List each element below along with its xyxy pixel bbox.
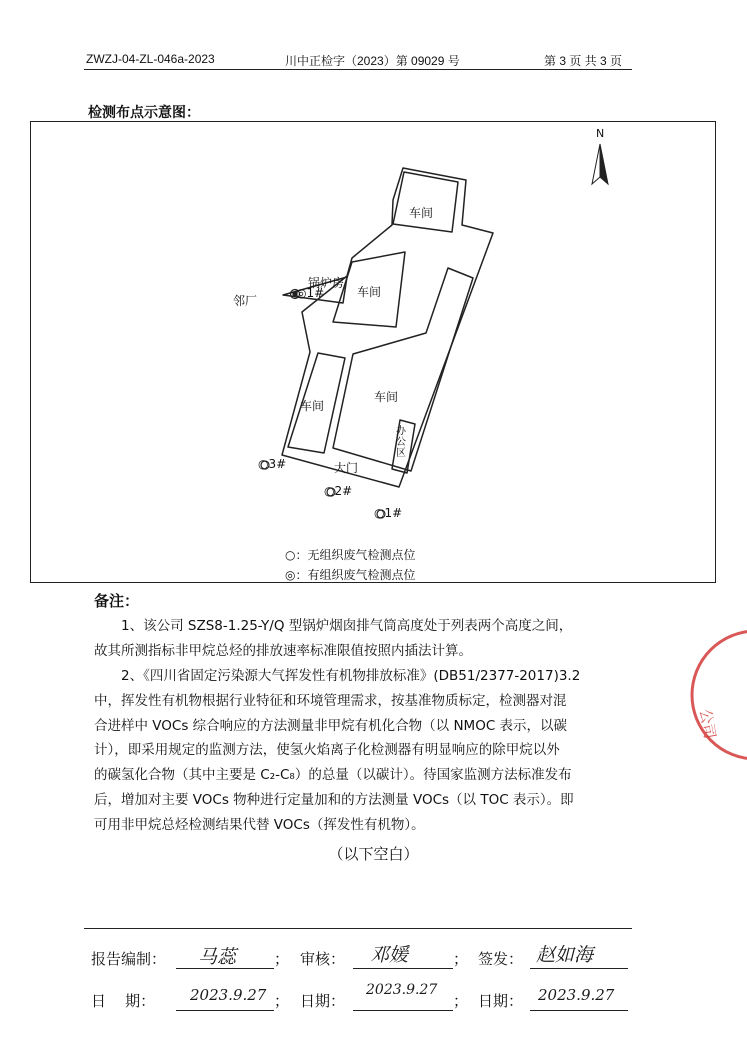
- organized-point-label: ◎1#: [296, 286, 325, 300]
- issue-label: 签发：: [478, 950, 524, 968]
- reviewer-signature-line: [353, 968, 453, 969]
- blank-below-note: （以下空白）: [328, 845, 419, 863]
- date-line-reviewer: [353, 1010, 453, 1011]
- legend-organized: ◎：有组织废气检测点位: [285, 568, 416, 582]
- compiled-by-label: 报告编制：: [91, 950, 167, 968]
- date-issuer: 2023.9.27: [538, 986, 615, 1004]
- date-label-reviewer: 日期：: [300, 992, 346, 1010]
- sep-1: ；: [274, 950, 290, 968]
- date-line-compiler: [176, 1010, 274, 1011]
- workshop-label-top: 车间: [409, 206, 434, 220]
- workshop-label-left: 车间: [300, 399, 325, 413]
- point-2-label: ○2#: [324, 484, 353, 498]
- point-3-label: ○3#: [258, 457, 287, 471]
- date-compiler: 2023.9.27: [190, 986, 267, 1004]
- sep-2: ；: [453, 950, 469, 968]
- sep-4: ；: [453, 992, 469, 1010]
- issuer-signature-line: [530, 968, 628, 969]
- review-label: 审核：: [300, 950, 346, 968]
- page-indicator: 第 3 页 共 3 页: [544, 54, 623, 68]
- section-title: 检测布点示意图：: [88, 105, 200, 121]
- workshop-label-large: 车间: [374, 390, 399, 404]
- notes-title: 备注：: [94, 592, 140, 610]
- workshop-top: [393, 172, 458, 232]
- report-number: 川中正检字（2023）第 09029 号: [285, 54, 460, 68]
- company-seal-icon: [678, 620, 747, 770]
- signoff-rule: [84, 928, 632, 929]
- office-label: 办 公 区: [396, 426, 406, 459]
- site-boundary: [282, 168, 493, 487]
- north-label: N: [596, 127, 605, 140]
- neighbor-factory-label: 邻厂: [233, 294, 258, 308]
- reviewer-signature: 邓媛: [370, 944, 409, 966]
- sep-3: ；: [274, 992, 290, 1010]
- date-reviewer: 2023.9.27: [366, 982, 438, 998]
- note-1: 1、该公司 SZS8-1.25-Y/Q 型锅炉烟囱排气筒高度处于列表两个高度之间， 故其所测指标非甲烷总烃的排放速率标准限值按照内插法计算。: [94, 618, 573, 659]
- date-line-issuer: [530, 1010, 628, 1011]
- boiler-room-label: 锅炉房: [308, 276, 345, 290]
- doc-code: ZWZJ-04-ZL-046a-2023: [86, 52, 215, 66]
- legend-unorganized: ○：无组织废气检测点位: [285, 548, 416, 562]
- date-label-compiler: 日 期：: [91, 992, 156, 1010]
- point-1-label: ○1#: [374, 506, 403, 520]
- issuer-signature: 赵如海: [536, 944, 594, 966]
- compiler-signature: 马蕊: [198, 946, 237, 968]
- note-2: 2、《四川省固定污染源大气挥发性有机物排放标准》(DB51/2377-2017)3.2 中，挥发性有机物根据行业特征和环境管理需求，按基准物质标定，检测器对混 合进样中 VOCs 综合响应的方法测量非甲烷有机化合物（以 NMOC 表示，以碳 计），即采用规定的监测方法，使氢火焰离子化检测器有明显响应的除甲烷以外 的碳氢化合物（其中主要是 C₂-C₈）的总量（以碳计）。待国家监测方法标准发布 后，增加对主要 VOCs 物种进行定量加和的方法测量 VOCs（以 TOC 表示）。即 可用非甲烷总烃检测结果代替 VOCs（挥发性有机物）。: [94, 668, 581, 833]
- north-arrow-icon: [592, 144, 608, 184]
- workshop-label-middle: 车间: [357, 285, 382, 299]
- svg-text:公司: 公司: [696, 707, 719, 741]
- gate-label: 大门: [334, 461, 359, 475]
- date-label-issuer: 日期：: [478, 992, 524, 1010]
